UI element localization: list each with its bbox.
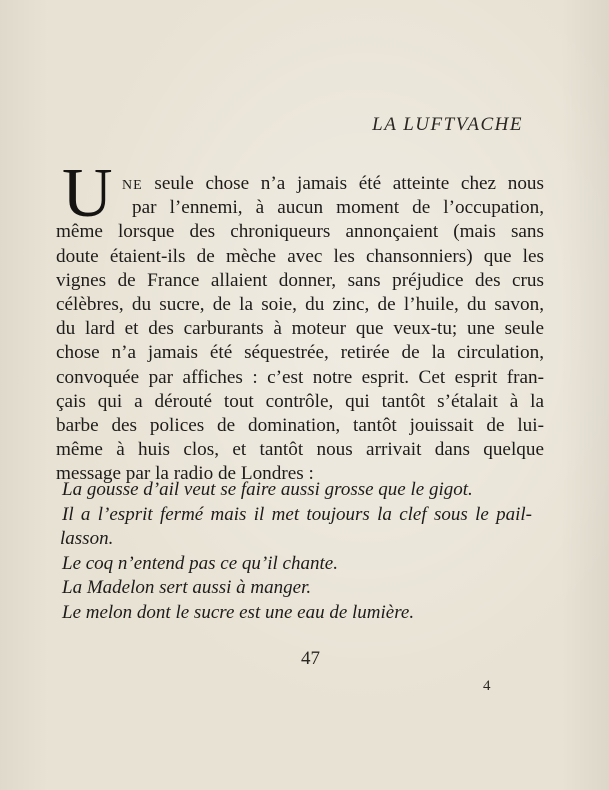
paragraph-line: du lard et des carburants à moteur que veux-tu; une seule (56, 318, 544, 340)
paragraph-line: célèbres, du sucre, de la soie, du zinc, de l’huile, du savon, (56, 293, 544, 315)
paragraph-line: même lorsque des chroniqueurs annonçaient (mais sans (56, 221, 544, 243)
sayings-list (62, 478, 532, 625)
saying-line: Il a l’esprit fermé mais il met toujours la clef sous le pail- (62, 503, 532, 525)
paragraph-line: vignes de France allaient donner, sans préjudice des crus (56, 269, 544, 291)
signature-mark: 4 (483, 678, 491, 694)
drop-cap: U (62, 155, 113, 232)
running-head: LA LUFTVACHE (372, 114, 523, 135)
page-number: 47 (301, 648, 320, 669)
saying-line: Le coq n’entend pas ce qu’il chante. (62, 552, 338, 574)
saying-line: La Madelon sert aussi à manger. (62, 577, 312, 598)
first-line-rest: seule chose n’a jamais été atteinte chez nous (142, 173, 544, 194)
paragraph-line: çais qui a dérouté tout contrôle, qui tantôt s’étalait à la (56, 390, 544, 412)
paragraph-line: convoquée par affiches : c’est notre esprit. Cet esprit fran- (56, 366, 544, 388)
saying-line: lasson. (60, 528, 114, 549)
small-caps-opening: NE (122, 178, 143, 193)
body-paragraph (56, 172, 544, 486)
paragraph-line: barbe des polices de domination, tantôt jouissait de lui- (56, 414, 544, 436)
page-number-wrap (0, 648, 609, 670)
paragraph-line-first (122, 172, 544, 196)
paragraph-line: message par la radio de Londres : (56, 463, 314, 485)
saying-line: La gousse d’ail veut se faire aussi grosse que le gigot. (62, 479, 473, 500)
saying-line: Le melon dont le sucre est une eau de lumière. (62, 601, 415, 623)
paragraph-line: par l’ennemi, à aucun moment de l’occupation, (132, 197, 544, 219)
paragraph-line: doute étaient-ils de mèche avec les chansonniers) que les (56, 245, 544, 267)
paragraph-line: chose n’a jamais été séquestrée, retirée de la circulation, (56, 342, 544, 364)
paragraph-line: même à huis clos, et tantôt nous arrivait dans quelque (56, 439, 544, 461)
